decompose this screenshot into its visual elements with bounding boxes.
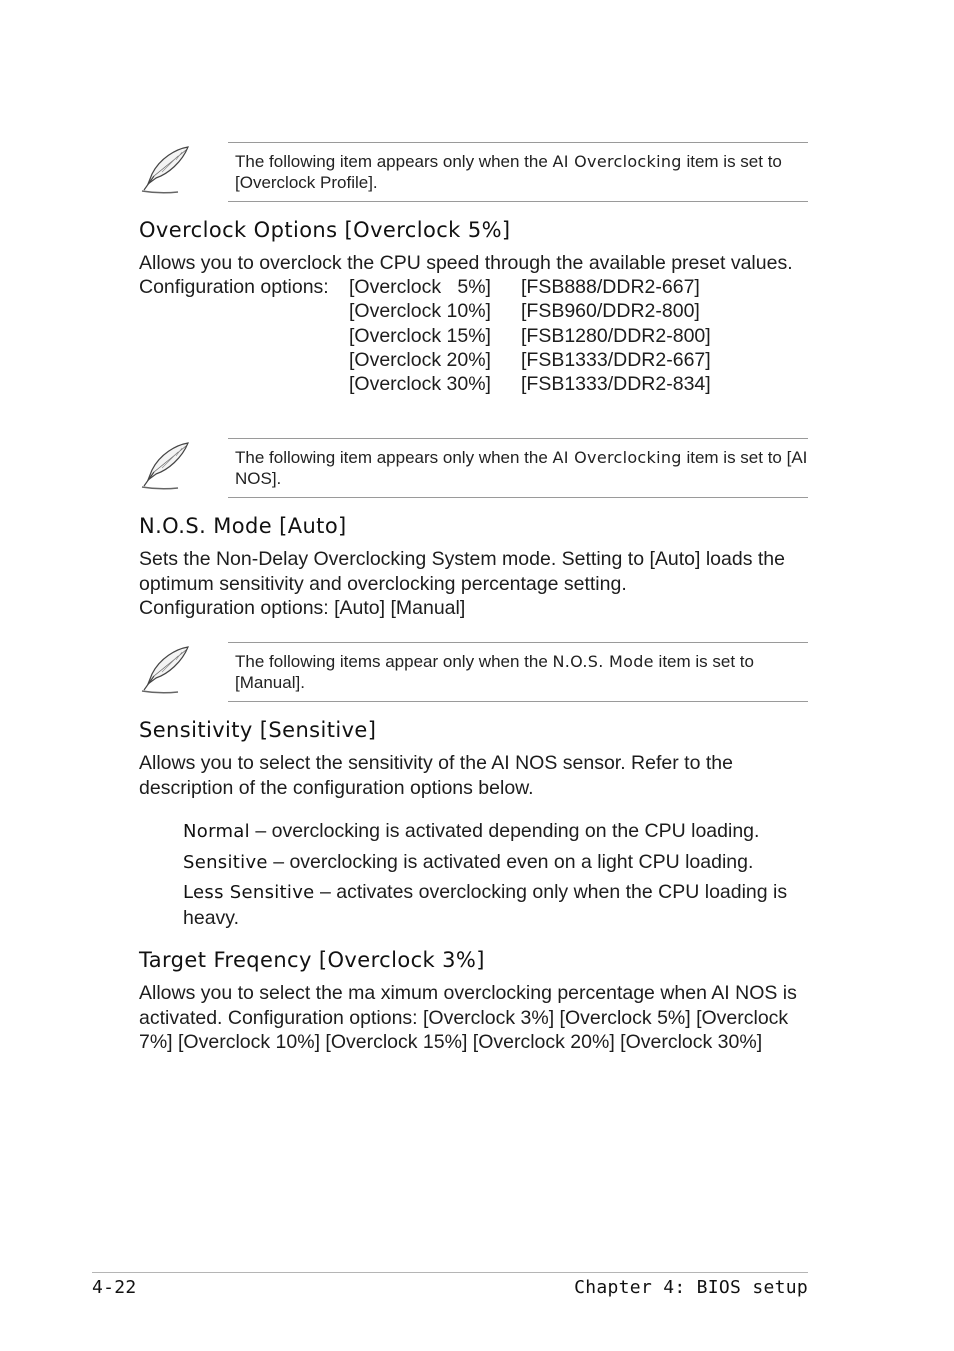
note-box <box>138 142 808 202</box>
quill-pen-icon <box>138 440 194 492</box>
config-option-row: [Overclock 15%] [FSB1280/DDR2-800] <box>349 324 711 347</box>
config-option-row: [Overclock 20%] [FSB1333/DDR2-667] <box>349 348 711 371</box>
config-option-row: [Overclock 5%] [FSB888/DDR2-667] <box>349 276 700 298</box>
nos-mode-description: Sets the Non-Delay Overclocking System mode. Setting to [Auto] loads the optimum sensitivity and overclocking percentage setting. <box>139 548 785 595</box>
section-heading-nos-mode: N.O.S. Mode [Auto] <box>139 514 347 538</box>
footer-divider <box>92 1272 808 1273</box>
section-heading-sensitivity: Sensitivity [Sensitive] <box>139 718 377 742</box>
option-term: Less Sensitive <box>183 882 315 903</box>
sensitivity-description: Allows you to select the sensitivity of the AI NOS sensor. Refer to the description of the configuration options below. <box>139 752 733 799</box>
section-heading-overclock-options: Overclock Options [Overclock 5%] <box>139 218 511 242</box>
nos-mode-config-options: Configuration options: [Auto] [Manual] <box>139 597 466 619</box>
note-text: The following item appears only when the AI Overclocking item is set to [AI NOS]. <box>235 448 808 488</box>
quill-pen-icon <box>138 144 194 196</box>
config-option-row: [Overclock 30%] [FSB1333/DDR2-834] <box>349 373 711 396</box>
note-keyword: N.O.S. Mode <box>552 652 654 671</box>
note-keyword: AI Overclocking <box>552 448 682 467</box>
note-text: The following item appears only when the AI Overclocking item is set to [Overclock Profile]. <box>235 152 782 192</box>
note-keyword: AI Overclocking <box>552 152 682 171</box>
note-text: The following items appear only when the N.O.S. Mode item is set to [Manual]. <box>235 652 754 692</box>
sensitivity-option-less-sensitive: Less Sensitive – activates overclocking only when the CPU loading is heavy. <box>183 881 788 929</box>
page-number: 4-22 <box>92 1277 137 1298</box>
config-option-row: [Overclock 10%] [FSB960/DDR2-800] <box>349 300 700 323</box>
option-term: Sensitive <box>183 852 268 873</box>
sensitivity-option-sensitive: Sensitive – overclocking is activated even on a light CPU loading. <box>183 851 754 873</box>
overclock-options-description: Allows you to overclock the CPU speed through the available preset values. <box>139 252 793 274</box>
target-frequency-description: Allows you to select the ma ximum overclocking percentage when AI NOS is activated. Configuration options: [Overclock 3%] [Overclock 5%] [Overclock 7%] [Overclock 10%] [Overclock 15%] [Overclock 20%] [Overclock 30%] <box>139 982 797 1053</box>
section-heading-target-frequency: Target Freqency [Overclock 3%] <box>139 948 485 972</box>
chapter-title: Chapter 4: BIOS setup <box>574 1277 808 1298</box>
note-box <box>138 438 808 498</box>
config-options-label: Configuration options: <box>139 276 329 298</box>
option-term: Normal <box>183 821 250 842</box>
note-box <box>138 642 808 702</box>
quill-pen-icon <box>138 644 194 696</box>
sensitivity-option-normal: Normal – overclocking is activated depending on the CPU loading. <box>183 820 760 842</box>
